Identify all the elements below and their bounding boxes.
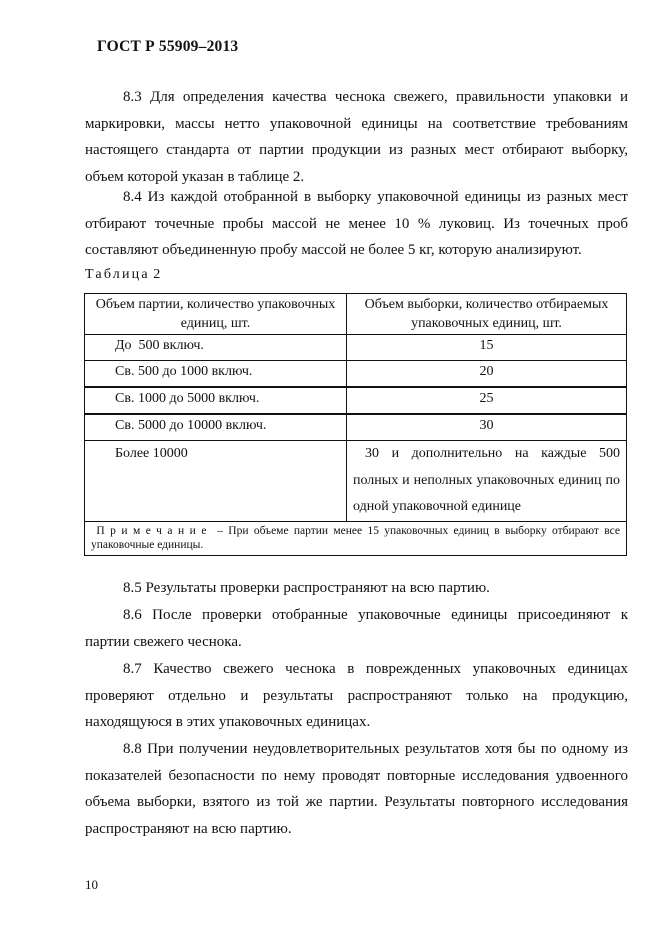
paragraph-8-3 [85, 84, 628, 190]
table-caption-number: 2 [153, 267, 161, 282]
page-number: 10 [85, 877, 98, 892]
table-caption [85, 267, 160, 283]
table-row [85, 335, 627, 361]
paragraph-text: 8.3 Для определения качества чеснока свежего, правильности упаковки и маркировки, массы нетто упаковочной единицы на соответствие требованиям настоящего стандарта от партии продукции из разных мест отбирают выборку, объем которой указан в таблице 2. [85, 89, 628, 185]
table-caption-label: Таблица [85, 267, 150, 282]
cell-lot: Более 10000 [85, 441, 347, 522]
note-label: Примечание [96, 525, 212, 537]
paragraph-8-7 [85, 656, 628, 736]
cell-lot: Св. 500 до 1000 включ. [85, 361, 347, 388]
header-sample-size: Объем выборки, количество отбираемых упаковочных единиц, шт. [347, 294, 627, 335]
paragraph-8-8 [85, 736, 628, 842]
paragraph-8-4 [85, 184, 628, 264]
table-row [85, 361, 627, 388]
cell-sample: 30 [347, 414, 627, 441]
cell-lot: Св. 5000 до 10000 включ. [85, 414, 347, 441]
cell-sample: 15 [347, 335, 627, 361]
cell-sample-text: 30 и дополнительно на каждые 500 полных и неполных упаковочных единиц по одной упаковочной единице [353, 446, 620, 514]
paragraph-8-5 [85, 575, 628, 602]
paragraph-text: 8.5 Результаты проверки распространяют на всю партию. [123, 580, 490, 596]
cell-lot: Св. 1000 до 5000 включ. [85, 387, 347, 414]
table-row [85, 441, 627, 522]
table-header-row [85, 294, 627, 335]
table-note [85, 522, 627, 556]
paragraph-8-6 [85, 602, 628, 655]
table-row [85, 387, 627, 414]
sampling-table [84, 293, 627, 556]
document-header: ГОСТ Р 55909–2013 [97, 38, 239, 55]
paragraph-text: 8.4 Из каждой отобранной в выборку упаковочной единицы из разных мест отбирают точечные пробы массой не менее 10 % луковиц. Из точечных проб составляют объединенную пробу массой не более 5 кг, которую анализируют. [85, 189, 628, 258]
note-text: – При объеме партии менее 15 упаковочных единиц в выборку отбирают все упаковочные единицы. [91, 525, 620, 551]
header-lot-size: Объем партии, количество упаковочных единиц, шт. [85, 294, 347, 335]
cell-lot: До 500 включ. [85, 335, 347, 361]
cell-sample: 20 [347, 361, 627, 388]
paragraph-text: 8.6 После проверки отобранные упаковочные единицы присоединяют к партии свежего чеснока. [85, 607, 628, 650]
table-note-row [85, 522, 627, 556]
cell-sample [347, 441, 627, 522]
table-row [85, 414, 627, 441]
cell-sample: 25 [347, 387, 627, 414]
paragraph-text: 8.7 Качество свежего чеснока в поврежденных упаковочных единицах проверяют отдельно и результаты распространяют только на продукцию, находящуюся в этих упаковочных единицах. [85, 661, 628, 730]
paragraph-text: 8.8 При получении неудовлетворительных результатов хотя бы по одному из показателей безопасности по нему проводят повторные исследования удвоенного объема выборки, взятого из той же партии. Результаты повторного исследования распространяют на всю партию. [85, 741, 628, 837]
